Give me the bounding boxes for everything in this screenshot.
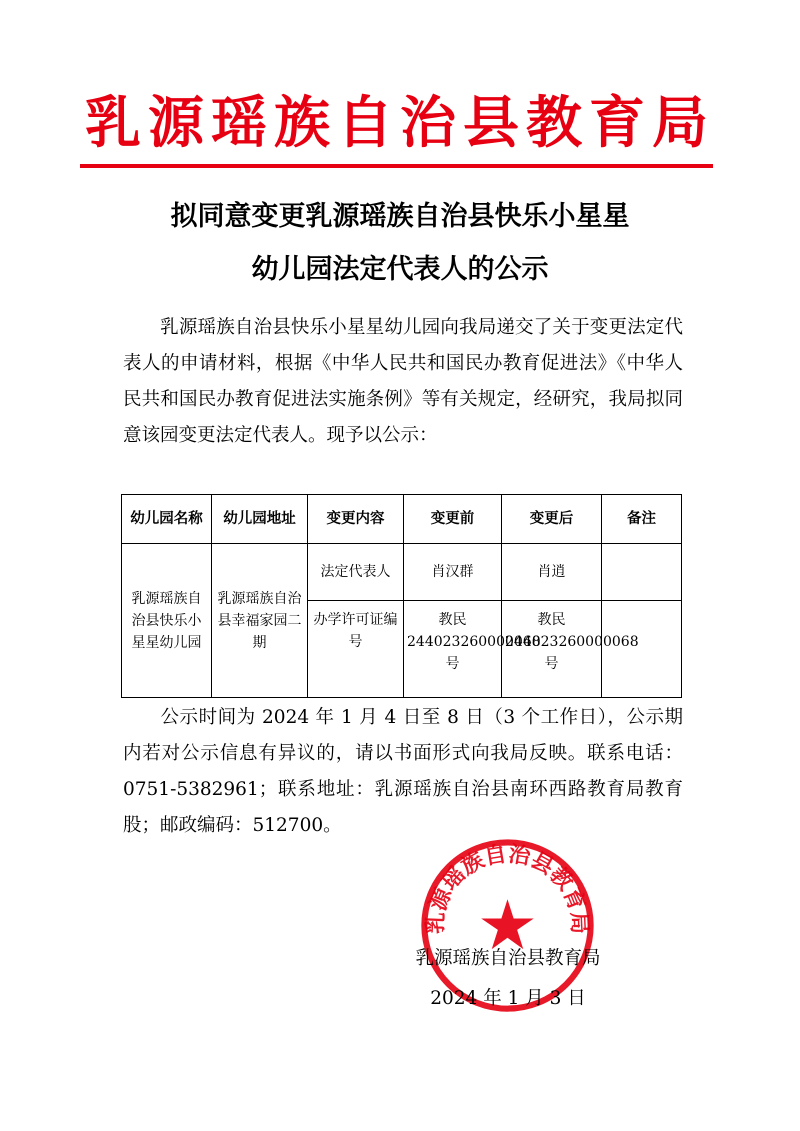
change-item-cell: 办学许可证编号	[308, 601, 404, 698]
table-header-cell: 变更后	[502, 495, 602, 544]
remark-cell	[602, 544, 682, 601]
signature-date: 2024 年 1 月 3 日	[430, 988, 586, 1009]
table-header-cell: 变更内容	[308, 495, 404, 544]
letterhead-org-name: 乳源瑶族自治县教育局	[85, 90, 715, 156]
intro-paragraph-text: 乳源瑶族自治县快乐小星星幼儿园向我局递交了关于变更法定代表人的申请材料，根据《中华人民共和国民办教育促进法》《中华人民共和国民办教育促进法实施条例》等有关规定，经研究，我局拟同意该园变更法定代表人。现予以公示：	[123, 317, 683, 446]
letterhead-red-rule	[80, 164, 713, 168]
change-info-table	[121, 494, 682, 698]
svg-text:乳源瑶族自治县教育局: 乳源瑶族自治县教育局	[422, 840, 593, 935]
table-header-cell: 幼儿园地址	[212, 495, 308, 544]
kindergarten-address-cell: 乳源瑶族自治县幸福家园二期	[212, 544, 308, 698]
change-item-cell: 法定代表人	[308, 544, 404, 601]
kindergarten-name-cell: 乳源瑶族自治县快乐小星星幼儿园	[122, 544, 212, 698]
table-header-cell: 备注	[602, 495, 682, 544]
after-value-cell: 肖逍	[502, 544, 602, 601]
signature-org: 乳源瑶族自治县教育局	[415, 948, 601, 969]
before-value-cell: 教民 244023260000068 号	[404, 601, 502, 698]
table-row	[122, 544, 682, 601]
after-value-cell: 教民 244023260000068 号	[502, 601, 602, 698]
notice-paragraph-text: 公示时间为 2024 年 1 月 4 日至 8 日（3 个工作日），公示期内若对公示信息有异议的，请以书面形式向我局反映。联系电话：0751-5382961；联系地址：乳源瑶族自治县南环西路教育局教育股；邮政编码：512700。	[123, 707, 683, 836]
table-header-cell: 幼儿园名称	[122, 495, 212, 544]
before-value-cell: 肖汉群	[404, 544, 502, 601]
notice-paragraph	[123, 700, 683, 844]
document-title-line1: 拟同意变更乳源瑶族自治县快乐小星星	[170, 201, 630, 232]
seal-star-icon	[481, 899, 534, 949]
document-title-line2: 幼儿园法定代表人的公示	[251, 254, 549, 285]
table-header-cell: 变更前	[404, 495, 502, 544]
table-header-row	[122, 495, 682, 544]
intro-paragraph	[123, 310, 683, 454]
